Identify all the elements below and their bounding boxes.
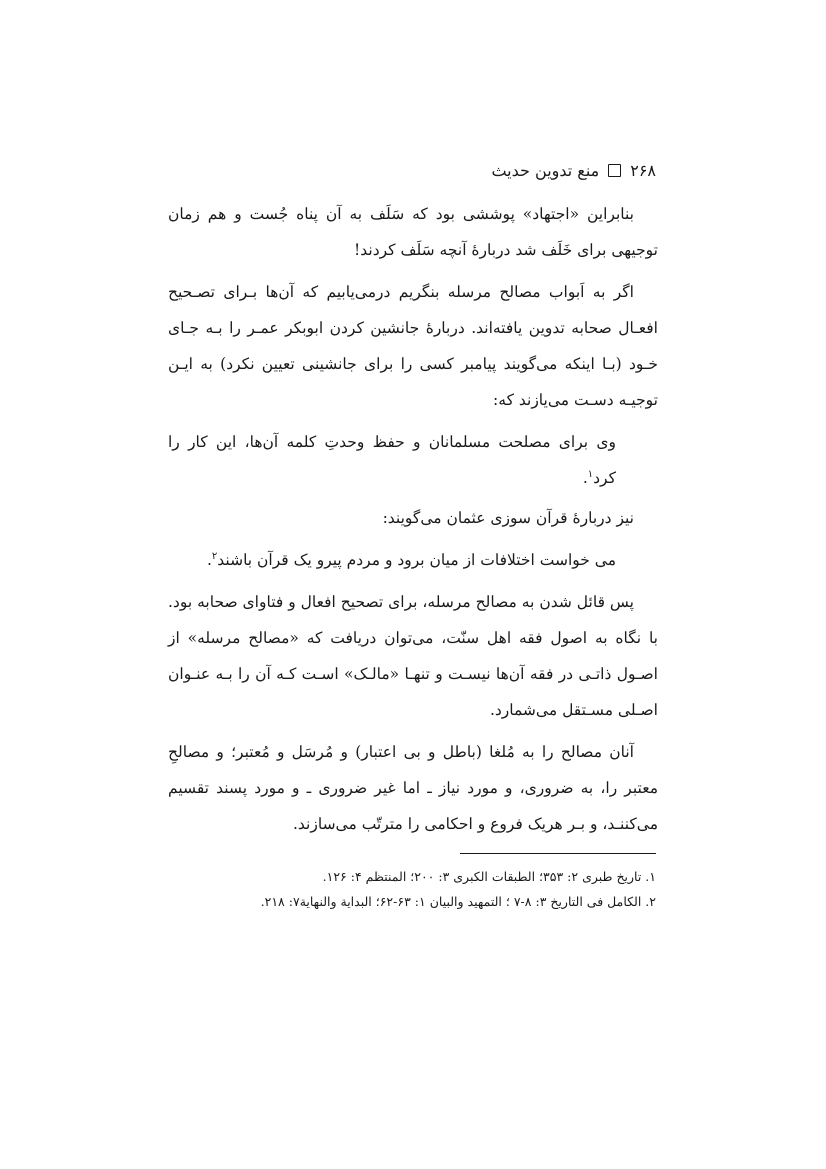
main-text: [168, 196, 658, 842]
quote-2-text: می خواست اختلافات از میان برود و مردم پیرو یک قرآن باشند: [217, 551, 616, 569]
footnote-1: ۱. تاریخ طبری ۲: ۳۵۳؛ الطبقات الکبری ۳: ۲۰۰؛ المنتظم ۴: ۱۲۶.: [322, 869, 656, 884]
footnote-divider: [460, 853, 656, 854]
footnotes: [168, 864, 656, 914]
paragraph-1: بنابراین «اجتهاد» پوششی بود که سَلَف به آن پناه جُست و هم زمان توجیهی برای خَلَف شد دربارهٔ آنچه سَلَف کردند!: [168, 205, 658, 259]
footnote-2: ۲. الکامل فی التاریخ ۳: ۸-۷ ؛ التمهید والبیان ۱: ۶۳-۶۲؛ البدایة والنهایة۷: ۲۱۸.: [260, 894, 656, 909]
paragraph-intro-2: نیز دربارهٔ قرآن سوزی عثمان می‌گویند:: [382, 509, 634, 527]
footnote-ref-2: ۲: [211, 550, 218, 562]
quote-1: [168, 424, 616, 496]
page-number: ۲۶۸: [630, 160, 656, 180]
square-icon: [608, 164, 621, 177]
quote-2: [168, 542, 616, 578]
running-title: منع تدوین حدیث: [491, 160, 600, 180]
footnote-ref-1: ۱: [587, 468, 594, 480]
paragraph-3: پس قائل شدن به مصالح مرسله، برای تصحیح افعال و فتاوای صحابه بود. با نگاه به اصول فقه اهل سنّت، می‌توان دریافت که «مصالح مرسله» از اصـول ذاتـی در فقه آن‌ها نیسـت و تنهـا «مالـک» اسـت کـه آن را بـه عنـوان اصـلی مسـتقل می‌شمارد.: [168, 593, 658, 719]
quote-1-end: .: [582, 469, 588, 487]
paragraph-4: آنان مصالح را به مُلغا (باطل و بی اعتبار) و مُرسَل و مُعتبر؛ و مصالحِ معتبر را، به ضروری، و مورد نیاز ـ اما غیر ضروری ـ و مورد پسند تقسیم می‌کننـد، و بـر هریک فروع و احکامی را مترتّب می‌سازند.: [168, 743, 658, 833]
paragraph-2: اگر به اَبواب مصالح مرسله بنگریم درمی‌یابیم که آن‌ها بـرای تصـحیح افعـال صحابه تدوین یافته‌اند. دربارهٔ جانشین کردن ابوبکر عمـر را بـه جـای خـود (بـا اینکه می‌گویند پیامبر کسی را برای جانشینی تعیین نکرد) به ایـن توجیـه دسـت می‌یازند که:: [168, 283, 658, 409]
quote-1-text: وی برای مصلحت مسلمانان و حفظ وحدتِ کلمه آن‌ها، این کار را کرد: [168, 433, 616, 487]
quote-2-end: .: [206, 551, 212, 569]
running-header: [491, 158, 656, 182]
